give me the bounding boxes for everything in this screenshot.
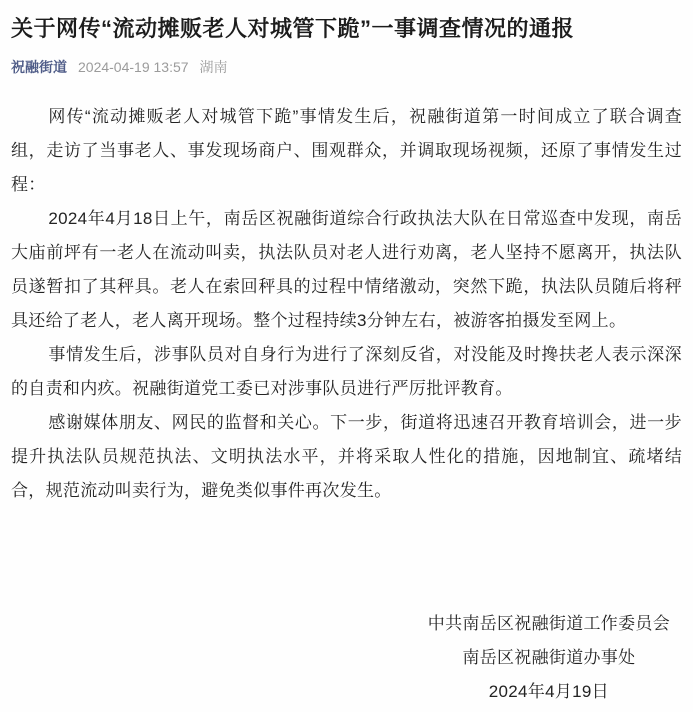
byline xyxy=(11,57,682,77)
page-title: 关于网传“流动摊贩老人对城管下跪”一事调查情况的通报 xyxy=(11,16,575,41)
article-paragraph: 网传“流动摊贩老人对城管下跪”事情发生后，祝融街道第一时间成立了联合调查组，走访了当事老人、事发现场商户、围观群众，并调取现场视频，还原了事情发生过程： xyxy=(11,107,682,194)
location-label: 湖南 xyxy=(199,59,228,75)
signature-block xyxy=(428,607,670,709)
article-paragraph: 事情发生后，涉事队员对自身行为进行了深刻反省，对没能及时搀扶老人表示深深的自责和内疚。祝融街道党工委已对涉事队员进行严厉批评教育。 xyxy=(11,345,682,398)
publish-timestamp: 2024-04-19 13:57 xyxy=(78,59,189,75)
article-paragraph: 2024年4月18日上午，南岳区祝融街道综合行政执法大队在日常巡查中发现，南岳大庙前坪有一老人在流动叫卖，执法队员对老人进行劝离，老人坚持不愿离开，执法队员遂暂扣了其秤具。老人在索回秤具的过程中情绪激动，突然下跪，执法队员随后将秤具还给了老人，老人离开现场。整个过程持续3分钟左右，被游客拍摄发至网上。 xyxy=(11,209,682,330)
article-body xyxy=(11,100,682,508)
signature-line: 南岳区祝融街道办事处 xyxy=(462,648,636,667)
article-paragraph: 感谢媒体朋友、网民的监督和关心。下一步，街道将迅速召开教育培训会，进一步提升执法队员规范执法、文明执法水平，并将采取人性化的措施，因地制宜、疏堵结合，规范流动叫卖行为，避免类似事件再次发生。 xyxy=(11,413,682,500)
signature-line: 2024年4月19日 xyxy=(488,682,609,701)
author-link[interactable]: 祝融街道 xyxy=(11,59,67,75)
signature-line: 中共南岳区祝融街道工作委员会 xyxy=(427,614,670,633)
